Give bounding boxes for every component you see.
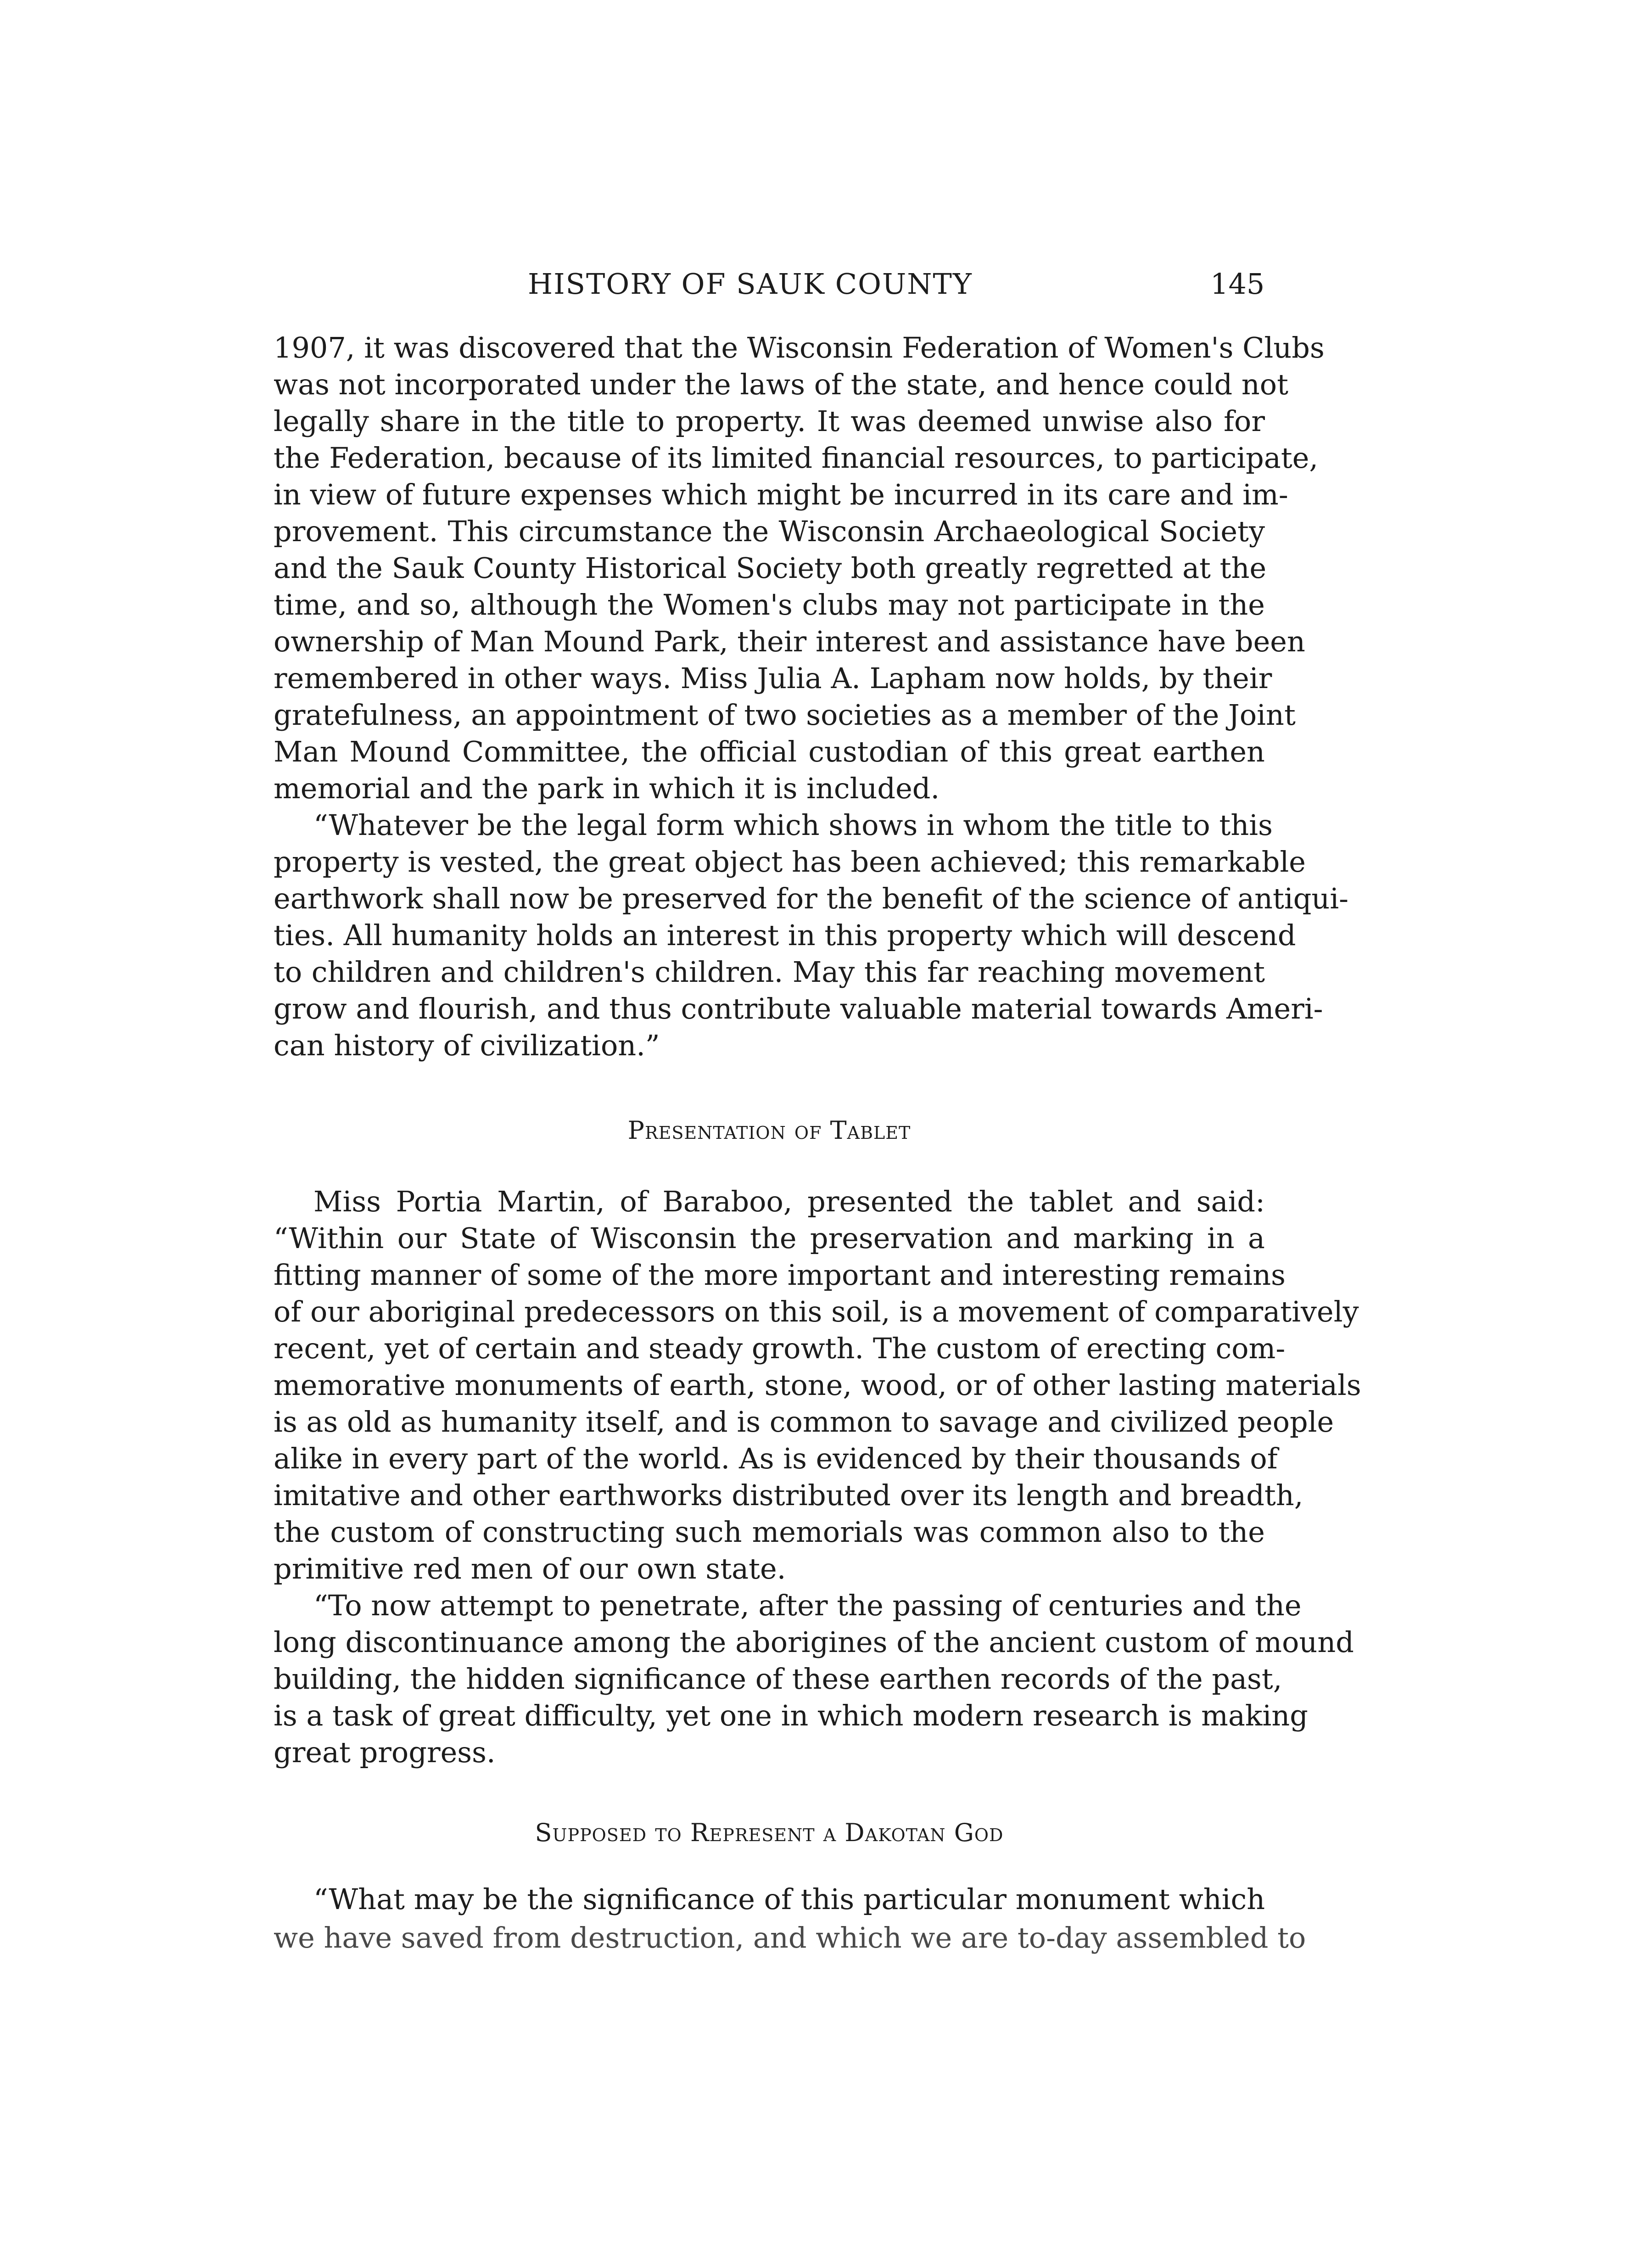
text-line: fitting manner of some of the more important and interesting remains bbox=[274, 1258, 1286, 1292]
text-line: memorative monuments of earth, stone, wood, or of other lasting materials bbox=[274, 1368, 1361, 1402]
text-line: imitative and other earthworks distributed over its length and breadth, bbox=[274, 1478, 1303, 1512]
text-line: great progress. bbox=[274, 1736, 496, 1769]
text-line: can history of civilization.” bbox=[274, 1029, 660, 1062]
text-line: ties. All humanity holds an interest in this property which will descend bbox=[274, 918, 1296, 952]
text-line: primitive red men of our own state. bbox=[274, 1552, 786, 1585]
text-line: in view of future expenses which might be incurred in its care and im- bbox=[274, 478, 1288, 511]
text-line: is a task of great difficulty, yet one in which modern research is making bbox=[274, 1699, 1308, 1732]
text-line: the Federation, because of its limited financial resources, to participate, bbox=[274, 441, 1319, 475]
text-line: building, the hidden significance of these earthen records of the past, bbox=[274, 1662, 1282, 1696]
text-line: remembered in other ways. Miss Julia A. Lapham now holds, by their bbox=[274, 661, 1272, 695]
page-number: 145 bbox=[1210, 267, 1265, 301]
text-line: time, and so, although the Women's clubs may not participate in the bbox=[274, 588, 1265, 622]
text-line: to children and children's children. May this far reaching movement bbox=[274, 955, 1265, 989]
text-line: ownership of Man Mound Park, their interest and assistance have been bbox=[274, 625, 1305, 658]
text-line: “To now attempt to penetrate, after the passing of centuries and the bbox=[313, 1589, 1302, 1622]
text-line: 1907, it was discovered that the Wisconsin Federation of Women's Clubs bbox=[274, 331, 1325, 364]
text-line: Miss Portia Martin, of Baraboo, presented the tablet and said: bbox=[313, 1185, 1265, 1218]
running-title: HISTORY OF SAUK COUNTY bbox=[528, 267, 973, 301]
section-heading: Supposed to Represent a Dakotan God bbox=[535, 1818, 1004, 1847]
text-line: earthwork shall now be preserved for the benefit of the science of antiqui- bbox=[274, 882, 1349, 915]
text-line: memorial and the park in which it is included. bbox=[274, 772, 940, 805]
text-line: grow and flourish, and thus contribute valuable material towards Ameri- bbox=[274, 992, 1323, 1025]
text-line: provement. This circumstance the Wisconsin Archaeological Society bbox=[274, 515, 1265, 548]
text-line: long discontinuance among the aborigines of the ancient custom of mound bbox=[274, 1625, 1354, 1659]
text-line: is as old as humanity itself, and is common to savage and civilized people bbox=[274, 1405, 1334, 1439]
text-line: property is vested, the great object has been achieved; this remarkable bbox=[274, 845, 1306, 879]
text-line: and the Sauk County Historical Society both greatly regretted at the bbox=[274, 551, 1267, 585]
section-heading: Presentation of Tablet bbox=[627, 1116, 911, 1145]
text-line: “Whatever be the legal form which shows in whom the title to this bbox=[313, 808, 1273, 842]
text-line: of our aboriginal predecessors on this soil, is a movement of comparatively bbox=[274, 1295, 1359, 1328]
text-line: gratefulness, an appointment of two societies as a member of the Joint bbox=[274, 698, 1296, 732]
text-line: “Within our State of Wisconsin the preservation and marking in a bbox=[274, 1221, 1265, 1255]
text-line: “What may be the significance of this particular monument which bbox=[313, 1882, 1265, 1916]
text-line: was not incorporated under the laws of the state, and hence could not bbox=[274, 368, 1289, 401]
text-line: alike in every part of the world. As is evidenced by their thousands of bbox=[274, 1442, 1278, 1475]
text-line: we have saved from destruction, and which we are to-day assembled to bbox=[274, 1921, 1306, 1954]
text-line: legally share in the title to property. It was deemed unwise also for bbox=[274, 404, 1265, 438]
text-line: Man Mound Committee, the official custodian of this great earthen bbox=[274, 735, 1265, 768]
text-line: recent, yet of certain and steady growth. The custom of erecting com- bbox=[274, 1332, 1286, 1365]
text-line: the custom of constructing such memorials was common also to the bbox=[274, 1515, 1265, 1549]
cut-off-text-line bbox=[274, 1920, 1306, 1954]
